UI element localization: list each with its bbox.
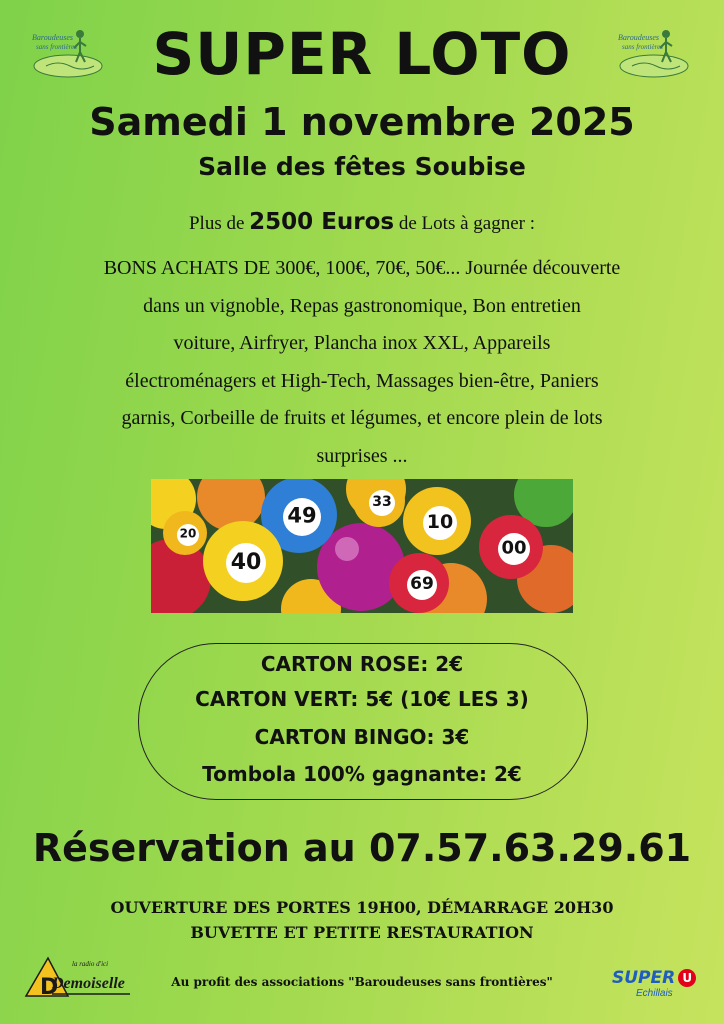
prize-intro-after: de Lots à gagner : xyxy=(398,213,535,234)
bingo-balls-svg xyxy=(151,479,573,613)
price-tombola: Tombola 100% gagnante: 2€ xyxy=(202,762,522,786)
price-carton-bingo: CARTON BINGO: 3€ xyxy=(254,725,470,749)
bingo-ball xyxy=(403,487,471,555)
demoiselle-name: Demoiselle xyxy=(52,975,125,992)
logo-text-1: Baroudeuses xyxy=(618,33,660,42)
bingo-ball xyxy=(479,515,543,579)
prize-amount: 2500 Euros xyxy=(249,209,395,235)
bingo-ball-number: 40 xyxy=(230,550,262,575)
refreshments: BUVETTE ET PETITE RESTAURATION xyxy=(190,923,534,942)
bingo-ball-number: 20 xyxy=(179,526,197,541)
poster-title: SUPER LOTO xyxy=(152,20,572,88)
reservation-phone: Réservation au 07.57.63.29.61 xyxy=(32,826,692,870)
logo-text-1: Baroudeuses xyxy=(32,33,74,42)
bingo-ball xyxy=(203,521,283,601)
prize-list xyxy=(30,250,694,475)
prize-intro-before: Plus de xyxy=(188,213,245,234)
logo-text-2: sans frontières xyxy=(36,43,77,51)
bingo-ball-number: 49 xyxy=(287,503,317,528)
demoiselle-small: la radio d'ici xyxy=(72,960,109,968)
bingo-ball-number: 10 xyxy=(426,510,454,533)
demoiselle-radio-logo xyxy=(22,952,134,1002)
bingo-ball-number: 33 xyxy=(372,494,392,511)
logo-text-2: sans frontières xyxy=(622,43,663,51)
prize-line: voiture, Airfryer, Plancha inox XXL, Appareils xyxy=(173,332,551,354)
prize-line: BONS ACHATS DE 300€, 100€, 70€, 50€... Journée découverte xyxy=(103,257,621,279)
event-date: Samedi 1 novembre 2025 xyxy=(89,100,635,144)
prize-line: garnis, Corbeille de fruits et légumes, et encore plein de lots xyxy=(121,407,603,429)
price-carton-vert: CARTON VERT: 5€ (10€ LES 3) xyxy=(195,687,529,711)
super-u-city: Echillais xyxy=(636,988,673,999)
prize-line: dans un vignoble, Repas gastronomique, Bon entretien xyxy=(143,294,581,317)
super-u-brand: SUPER xyxy=(612,968,676,988)
opening-hours: OUVERTURE DES PORTES 19H00, DÉMARRAGE 20H30 xyxy=(110,898,614,917)
price-carton-rose: CARTON ROSE: 2€ xyxy=(260,652,464,676)
prize-intro xyxy=(0,206,724,240)
super-u-badge: U xyxy=(678,969,696,987)
super-u-logo xyxy=(612,968,712,1008)
bingo-ball-number: 69 xyxy=(410,574,434,594)
prize-line: électroménagers et High-Tech, Massages bien-être, Paniers xyxy=(125,369,599,392)
prize-line: surprises ... xyxy=(316,444,408,467)
footer-beneficiary: Au profit des associations "Baroudeuses sans frontières" xyxy=(171,975,553,989)
event-venue: Salle des fêtes Soubise xyxy=(198,152,526,181)
svg-text:D: D xyxy=(40,975,59,1000)
bingo-ball xyxy=(389,553,449,613)
bingo-ball-number: 00 xyxy=(501,537,527,559)
bingo-balls-photo xyxy=(151,479,573,613)
bingo-ball xyxy=(163,511,207,555)
